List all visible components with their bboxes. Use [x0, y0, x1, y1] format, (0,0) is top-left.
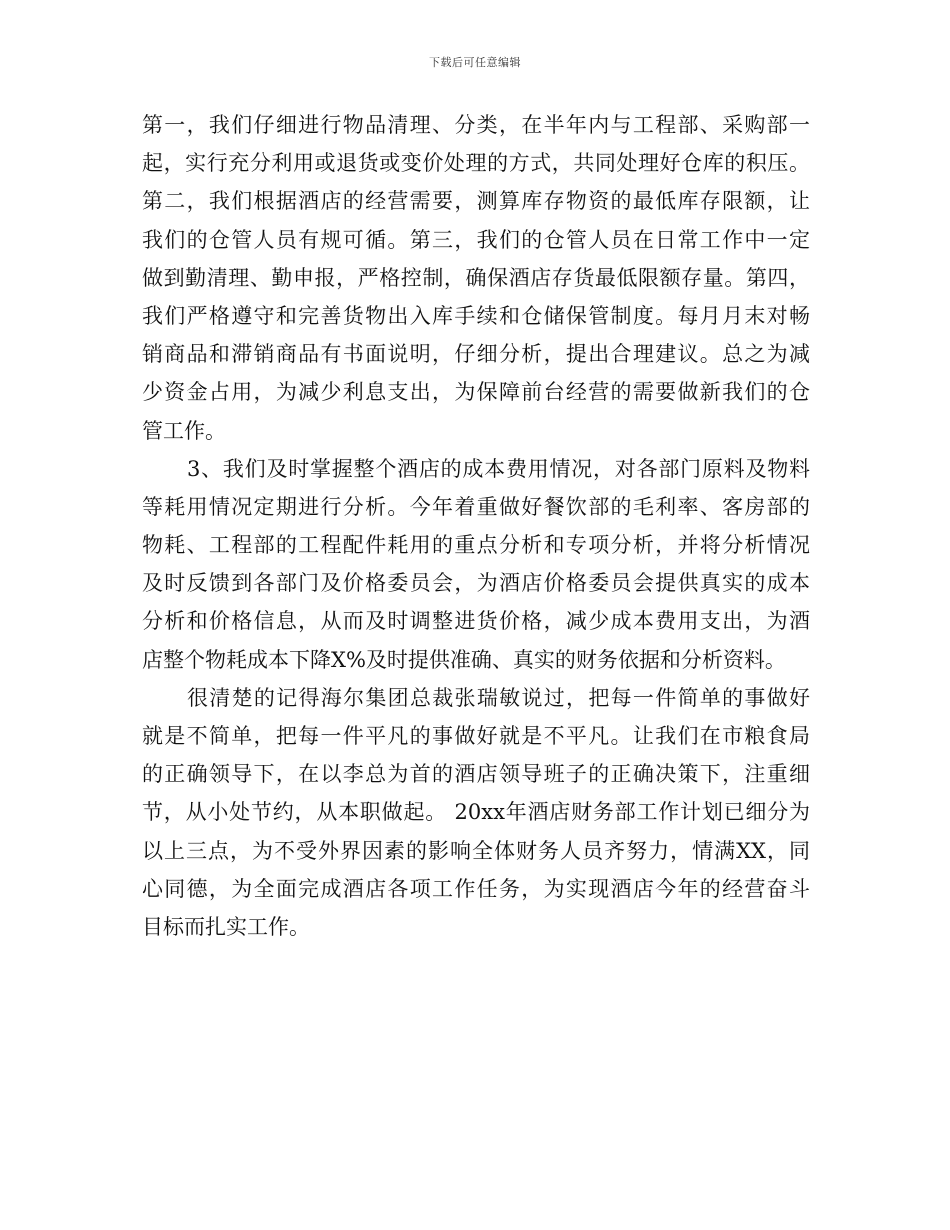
- text-line: 起，实行充分利用或退货或变价处理的方式，共同处理好仓库的积压。: [142, 151, 810, 176]
- text-line: 及时反馈到各部门及价格委员会，为酒店价格委员会提供真实的成本: [142, 571, 810, 596]
- text-line: 就是不简单，把每一件平凡的事做好就是不平凡。让我们在市粮食局: [142, 724, 810, 748]
- text-line: 等耗用情况定期进行分析。今年着重做好餐饮部的毛利率、客房部的: [142, 494, 810, 519]
- text-line: 目标而扎实工作。: [142, 914, 310, 939]
- text-line: 做到勤清理、勤申报，严格控制，确保酒店存货最低限额存量。第四，: [142, 265, 810, 290]
- text-line: 以上三点，为不受外界因素的影响全体财务人员齐努力，情满XX，同: [142, 838, 810, 863]
- text-line: 第二，我们根据酒店的经营需要，测算库存物资的最低库存限额，让: [142, 189, 810, 214]
- paragraph-3: [142, 679, 810, 946]
- paragraph-2: [142, 450, 810, 679]
- text-line: 分析和价格信息，从而及时调整进货价格，减少成本费用支出，为酒: [142, 609, 810, 634]
- body-text: [142, 106, 810, 946]
- text-line: 管工作。: [142, 418, 226, 443]
- text-line: 销商品和滞销商品有书面说明，仔细分析，提出合理建议。总之为减: [142, 342, 810, 367]
- text-line: 3、我们及时掌握整个酒店的成本费用情况，对各部门原料及物料: [187, 456, 810, 481]
- text-line: 的正确领导下，在以李总为首的酒店领导班子的正确决策下，注重细: [142, 762, 810, 787]
- text-line: 很清楚的记得海尔集团总裁张瑞敏说过，把每一件简单的事做好: [187, 685, 810, 710]
- paragraph-1: [142, 106, 810, 450]
- text-line: 少资金占用，为减少利息支出，为保障前台经营的需要做新我们的仓: [142, 380, 810, 405]
- page-header: 下载后可任意编辑: [429, 56, 521, 69]
- text-line: 节，从小处节约，从本职做起。 20xx年酒店财务部工作计划已细分为: [142, 800, 810, 825]
- text-line: 我们的仓管人员有规可循。第三，我们的仓管人员在日常工作中一定: [142, 227, 810, 252]
- text-line: 第一，我们仔细进行物品清理、分类，在半年内与工程部、采购部一: [142, 113, 810, 137]
- text-line: 我们严格遵守和完善货物出入库手续和仓储保管制度。每月月末对畅: [142, 303, 810, 328]
- text-line: 心同德，为全面完成酒店各项工作任务，为实现酒店今年的经营奋斗: [142, 876, 810, 901]
- text-line: 物耗、工程部的工程配件耗用的重点分析和专项分析，并将分析情况: [142, 533, 810, 558]
- text-line: 店整个物耗成本下降X%及时提供准确、真实的财务依据和分析资料。: [142, 647, 786, 672]
